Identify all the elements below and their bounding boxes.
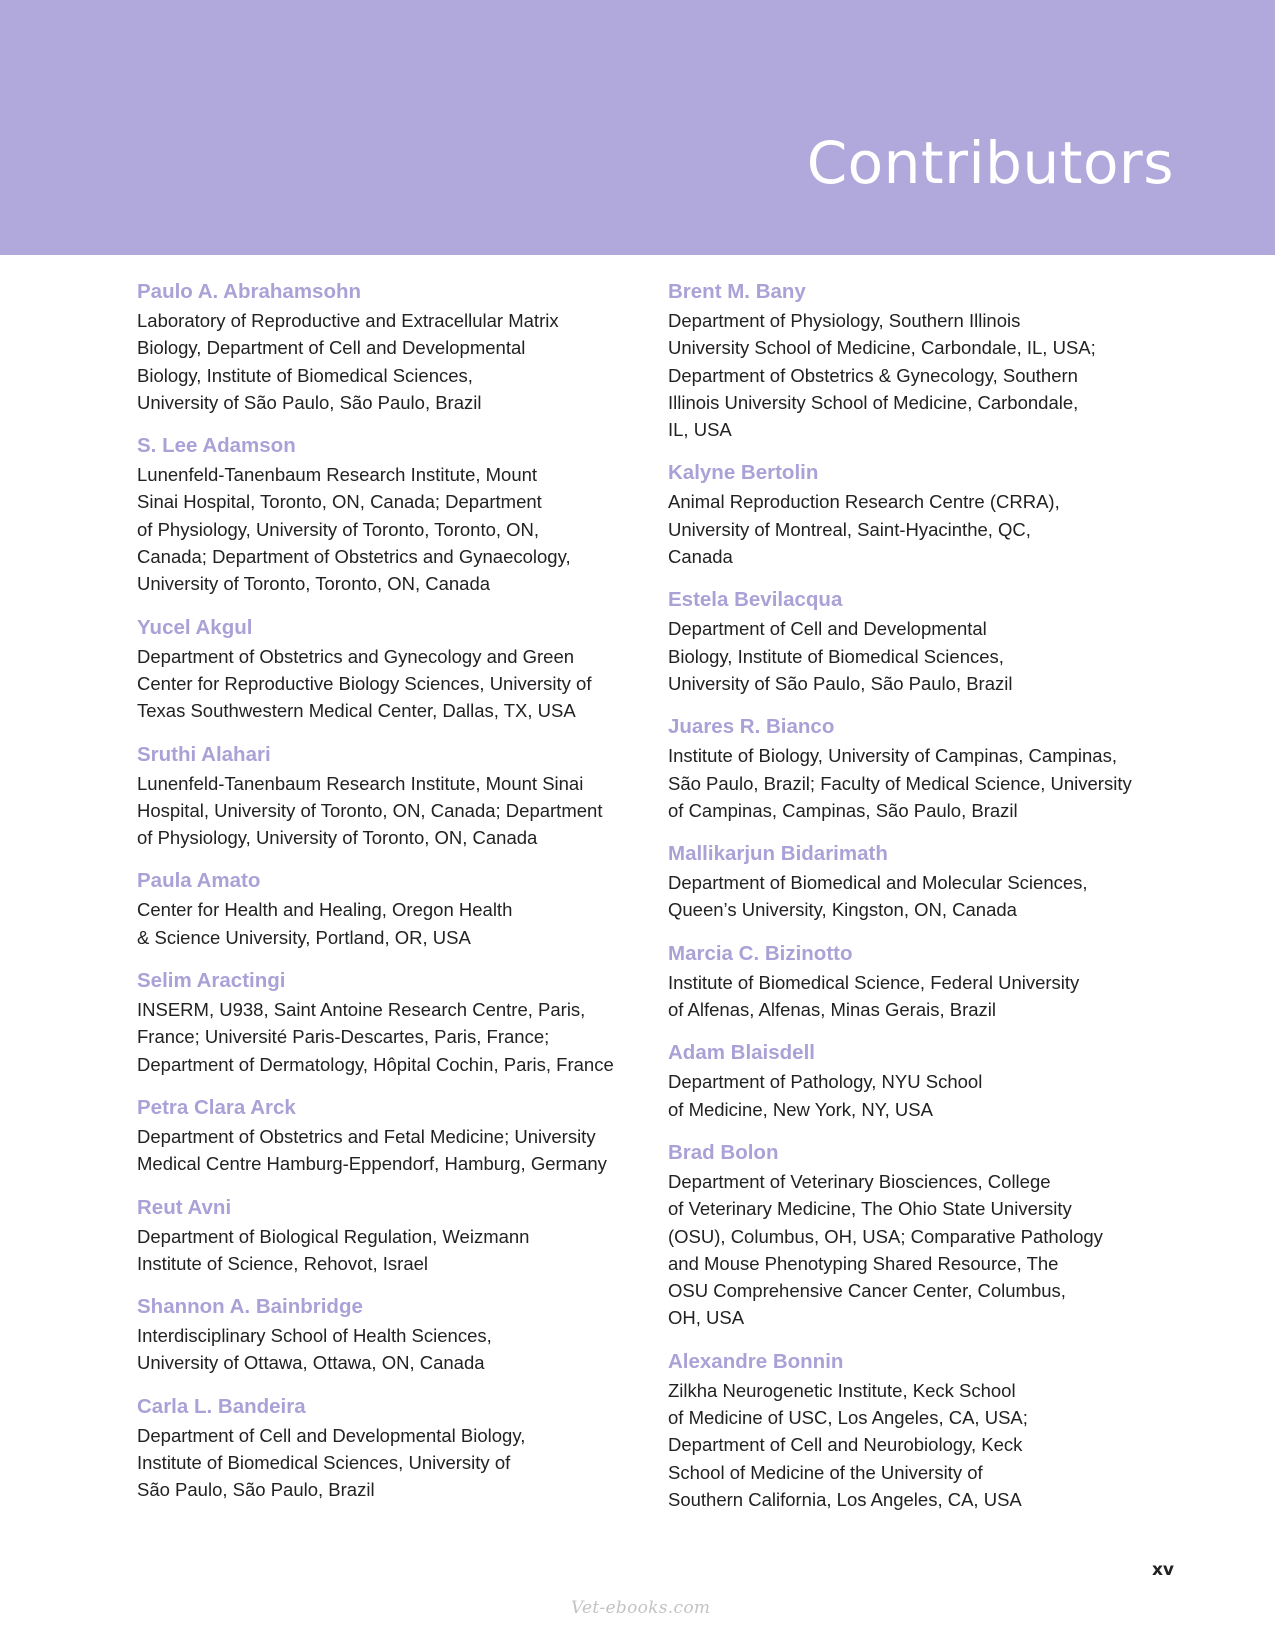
- contributor-name: Juares R. Bianco: [668, 715, 835, 739]
- contributor-name: Paulo A. Abrahamsohn: [137, 280, 362, 303]
- contributor-entry: [668, 585, 1168, 697]
- contributor-affiliation: INSERM, U938, Saint Antoine Research Centre, Paris, France; Université Paris-Descartes, Paris, France; Department of Dermatology, Hôpital Cochin, Paris, France: [137, 999, 614, 1075]
- contributor-affiliation: Institute of Biology, University of Campinas, Campinas, São Paulo, Brazil; Faculty of Medical Science, University of Campinas, Campinas, São Paulo, Brazil: [668, 745, 1132, 821]
- contributor-name: Reut Avni: [137, 1195, 232, 1219]
- contributor-affiliation: Laboratory of Reproductive and Extracellular Matrix Biology, Department of Cell and Developmental Biology, Institute of Biomedical Sciences, University of São Paulo, São Paulo, Brazil: [137, 310, 559, 413]
- contributor-affiliation: Department of Biological Regulation, Weizmann Institute of Science, Rehovot, Israel: [137, 1225, 530, 1274]
- contributor-entry: [137, 1292, 647, 1377]
- contributor-name: Marcia C. Bizinotto: [668, 941, 853, 965]
- contributor-affiliation: Department of Obstetrics and Fetal Medicine; University Medical Centre Hamburg-Eppendorf, Hamburg, Germany: [137, 1125, 607, 1175]
- contributor-affiliation: Zilkha Neurogenetic Institute, Keck School of Medicine of USC, Los Angeles, CA, USA; Department of Cell and Neurobiology, Keck School of Medicine of the University of Southern California, Los Angeles, CA, USA: [668, 1379, 1028, 1510]
- contributor-affiliation: Interdisciplinary School of Health Sciences, University of Ottawa, Ottawa, ON, Canada: [137, 1325, 492, 1374]
- watermark-logo: Vet-ebooks.com: [571, 1598, 711, 1618]
- contributor-affiliation: Department of Biomedical and Molecular Sciences, Queen’s University, Kingston, ON, Canada: [668, 872, 1088, 921]
- page-number: xv: [1151, 1560, 1174, 1580]
- contributor-affiliation: Department of Cell and Developmental Biology, Institute of Biomedical Sciences, University of São Paulo, São Paulo, Brazil: [137, 1424, 526, 1501]
- contributor-entry: [137, 966, 647, 1078]
- contributor-entry: [668, 1347, 1168, 1513]
- contributor-name: Carla L. Bandeira: [137, 1394, 306, 1418]
- contributor-affiliation: Department of Obstetrics and Gynecology and Green Center for Reproductive Biology Sciences, University of Texas Southwestern Medical Center, Dallas, TX, USA: [137, 645, 592, 722]
- contributor-entry: [668, 458, 1168, 570]
- contributor-affiliation: Department of Cell and Developmental Biology, Institute of Biomedical Sciences, University of São Paulo, São Paulo, Brazil: [668, 618, 1013, 694]
- contributor-affiliation: Department of Physiology, Southern Illinois University School of Medicine, Carbondale, IL, USA; Department of Obstetrics & Gynecology, Southern Illinois University School of Medicine, Carbondale, IL, USA: [668, 310, 1096, 441]
- contributor-entry: [137, 1392, 647, 1504]
- contributor-affiliation: Center for Health and Healing, Oregon Health & Science University, Portland, OR, USA: [137, 899, 513, 948]
- contributor-affiliation: Animal Reproduction Research Centre (CRRA), University of Montreal, Saint-Hyacinthe, QC, Canada: [668, 491, 1060, 568]
- contributor-entry: [137, 1193, 647, 1278]
- contributor-entry: [137, 431, 647, 597]
- contributor-affiliation: Lunenfeld-Tanenbaum Research Institute, Mount Sinai Hospital, Toronto, ON, Canada; Department of Physiology, University of Toronto, Toronto, ON, Canada; Department of Obstetrics and Gynaecology, University of Toronto, Toronto, ON, Canada: [137, 464, 571, 595]
- contributor-entry: [137, 866, 647, 951]
- contributor-entry: [668, 839, 1168, 924]
- contributor-name: Selim Aractingi: [137, 969, 286, 993]
- contributor-entry: [668, 1138, 1168, 1332]
- contributor-affiliation: Institute of Biomedical Science, Federal University of Alfenas, Alfenas, Minas Gerais, Brazil: [668, 971, 1080, 1021]
- contributor-affiliation: Lunenfeld-Tanenbaum Research Institute, Mount Sinai Hospital, University of Toronto, ON, Canada; Department of Physiology, University of Toronto, ON, Canada: [137, 772, 603, 849]
- contributor-entry: [668, 1038, 1168, 1123]
- contributor-name: S. Lee Adamson: [137, 434, 296, 458]
- contributor-affiliation: Department of Veterinary Biosciences, College of Veterinary Medicine, The Ohio State University (OSU), Columbus, OH, USA; Comparative Pathology and Mouse Phenotyping Shared Resource, The OSU Comprehensive Cancer Center, Columbus, OH, USA: [668, 1170, 1103, 1329]
- contributors-left-column: [137, 277, 647, 1519]
- contributor-name: Kalyne Bertolin: [668, 461, 819, 485]
- contributor-name: Adam Blaisdell: [668, 1041, 815, 1065]
- contributor-name: Sruthi Alahari: [137, 742, 271, 766]
- contributor-affiliation: Department of Pathology, NYU School of Medicine, New York, NY, USA: [668, 1071, 983, 1120]
- contributor-name: Alexandre Bonnin: [668, 1349, 844, 1373]
- contributor-name: Shannon A. Bainbridge: [137, 1295, 363, 1319]
- contributor-name: Paula Amato: [137, 869, 261, 893]
- contributor-entry: [668, 712, 1168, 824]
- contributor-entry: [137, 277, 647, 416]
- contributor-entry: [137, 740, 647, 852]
- contributor-name: Petra Clara Arck: [137, 1095, 296, 1119]
- contributor-name: Mallikarjun Bidarimath: [668, 842, 888, 866]
- contributor-entry: [137, 1093, 647, 1178]
- page-title: Contributors: [806, 129, 1174, 197]
- contributor-entry: [668, 277, 1168, 443]
- contributor-name: Yucel Akgul: [137, 615, 253, 639]
- contributor-entry: [668, 939, 1168, 1024]
- contributor-name: Brent M. Bany: [668, 280, 806, 303]
- contributors-right-column: [668, 277, 1168, 1528]
- header-banner: [0, 0, 1275, 255]
- contributor-name: Brad Bolon: [668, 1140, 779, 1164]
- contributor-name: Estela Bevilacqua: [668, 588, 843, 612]
- contributor-entry: [137, 613, 647, 725]
